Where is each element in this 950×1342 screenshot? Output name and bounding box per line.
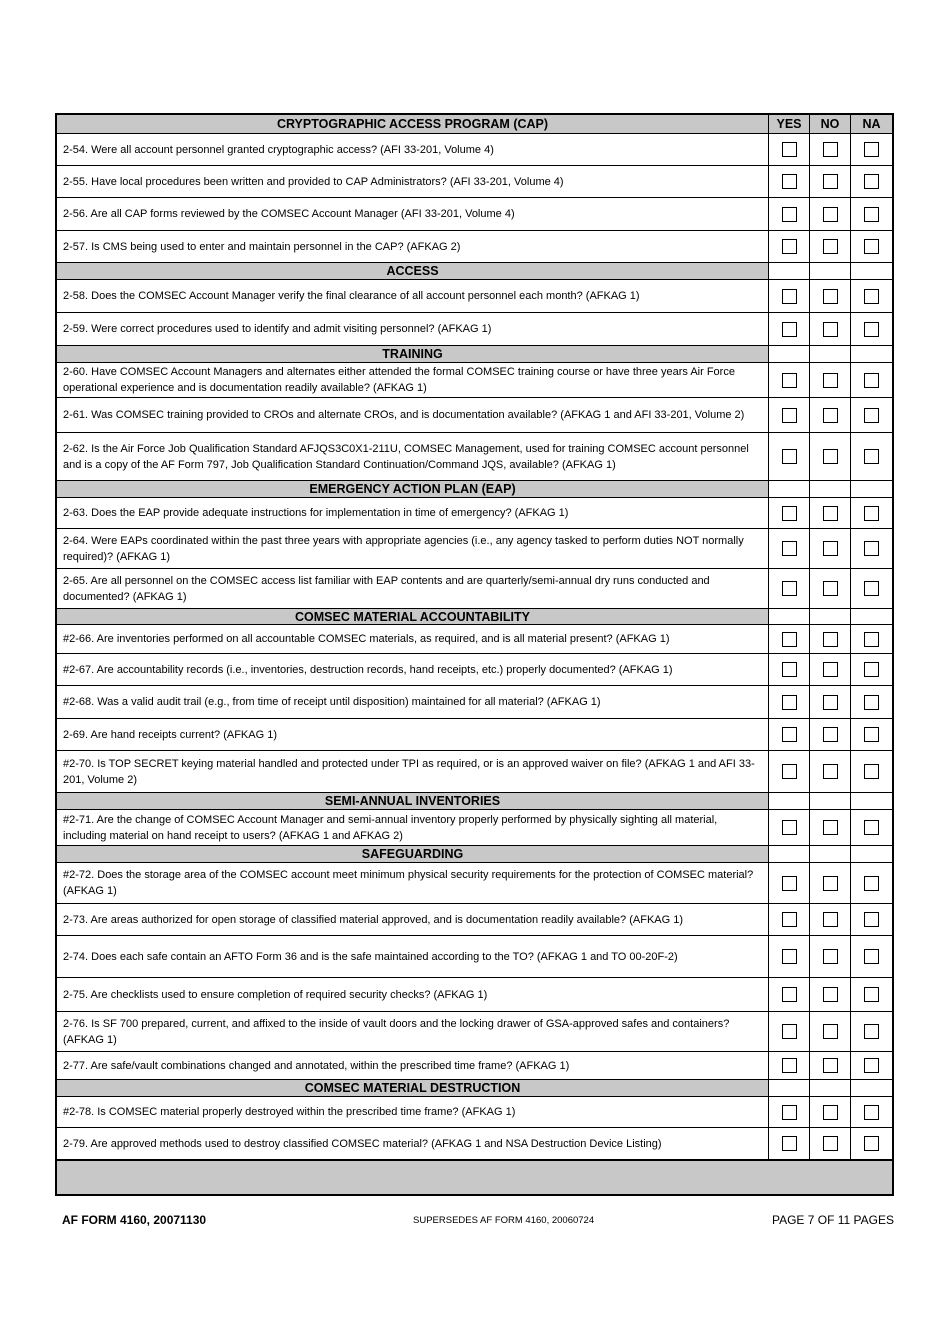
answer-cell-yes — [769, 134, 810, 165]
answer-cell-na — [851, 398, 892, 432]
no-checkbox[interactable] — [823, 987, 838, 1002]
answer-cell-no — [810, 198, 851, 230]
answer-cell-na — [851, 936, 892, 977]
answer-cell-na — [851, 719, 892, 750]
na-checkbox[interactable] — [864, 174, 879, 189]
header-cell — [769, 1080, 810, 1096]
header-cell — [769, 263, 810, 279]
yes-checkbox[interactable] — [782, 174, 797, 189]
form-footer — [62, 1213, 894, 1229]
section-title: COMSEC MATERIAL ACCOUNTABILITY — [57, 609, 769, 624]
answer-cell-na — [851, 198, 892, 230]
answer-cell-no — [810, 654, 851, 685]
checklist-row — [57, 1097, 892, 1128]
question-text: 2-55. Have local procedures been written and provided to CAP Administrators? (AFI 33-201, Volume 4) — [57, 166, 769, 197]
answer-cell-no — [810, 231, 851, 262]
no-checkbox[interactable] — [823, 912, 838, 927]
section-header — [57, 346, 892, 363]
question-text: 2-64. Were EAPs coordinated within the past three years with appropriate agencies (i.e., any agency tasked to perform duties NOT normally required)? (AFKAG 1) — [57, 529, 769, 568]
section-title: CRYPTOGRAPHIC ACCESS PROGRAM (CAP) — [57, 115, 769, 133]
checklist-row — [57, 398, 892, 433]
na-checkbox[interactable] — [864, 581, 879, 596]
yes-checkbox[interactable] — [782, 581, 797, 596]
no-checkbox[interactable] — [823, 727, 838, 742]
header-cell — [851, 263, 892, 279]
answer-cell-yes — [769, 978, 810, 1011]
header-cell — [851, 346, 892, 362]
section-header — [57, 1080, 892, 1097]
na-checkbox[interactable] — [864, 876, 879, 891]
checklist-form — [55, 113, 894, 1196]
answer-cell-no — [810, 569, 851, 608]
no-checkbox[interactable] — [823, 373, 838, 388]
answer-cell-no — [810, 363, 851, 397]
answer-cell-na — [851, 166, 892, 197]
question-text: 2-54. Were all account personnel granted cryptographic access? (AFI 33-201, Volume 4) — [57, 134, 769, 165]
checklist-row — [57, 280, 892, 313]
no-checkbox[interactable] — [823, 581, 838, 596]
answer-cell-na — [851, 498, 892, 528]
checklist-row — [57, 719, 892, 751]
question-text: 2-74. Does each safe contain an AFTO Form 36 and is the safe maintained according to the TO? (AFKAG 1 and TO 00-20F-2) — [57, 936, 769, 977]
yes-checkbox[interactable] — [782, 987, 797, 1002]
answer-cell-na — [851, 433, 892, 480]
answer-cell-no — [810, 134, 851, 165]
checklist-row — [57, 1052, 892, 1080]
checklist-row — [57, 433, 892, 481]
answer-cell-na — [851, 569, 892, 608]
answer-cell-na — [851, 1097, 892, 1127]
answer-cell-no — [810, 1128, 851, 1159]
na-checkbox[interactable] — [864, 322, 879, 337]
no-checkbox[interactable] — [823, 449, 838, 464]
answer-cell-na — [851, 751, 892, 792]
checklist-row — [57, 498, 892, 529]
answer-cell-yes — [769, 719, 810, 750]
answer-cell-yes — [769, 166, 810, 197]
checklist-row — [57, 363, 892, 398]
answer-cell-na — [851, 529, 892, 568]
yes-checkbox[interactable] — [782, 449, 797, 464]
checklist-row — [57, 1012, 892, 1052]
question-text: #2-78. Is COMSEC material properly destroyed within the prescribed time frame? (AFKAG 1) — [57, 1097, 769, 1127]
checklist-row — [57, 810, 892, 846]
answer-cell-yes — [769, 198, 810, 230]
yes-checkbox[interactable] — [782, 1058, 797, 1073]
yes-checkbox[interactable] — [782, 820, 797, 835]
question-text: #2-72. Does the storage area of the COMSEC account meet minimum physical security requirements for the protection of COMSEC material? (AFKAG 1) — [57, 863, 769, 903]
checklist-row — [57, 1128, 892, 1160]
answer-cell-na — [851, 134, 892, 165]
question-text: 2-79. Are approved methods used to destroy classified COMSEC material? (AFKAG 1 and NSA Destruction Device Listing) — [57, 1128, 769, 1159]
na-checkbox[interactable] — [864, 239, 879, 254]
answer-cell-yes — [769, 1052, 810, 1079]
answer-cell-na — [851, 625, 892, 653]
yes-checkbox[interactable] — [782, 408, 797, 423]
na-checkbox[interactable] — [864, 820, 879, 835]
checklist-row — [57, 686, 892, 719]
answer-cell-no — [810, 313, 851, 345]
checklist-row — [57, 751, 892, 793]
question-text: 2-63. Does the EAP provide adequate instructions for implementation in time of emergency? (AFKAG 1) — [57, 498, 769, 528]
question-text: #2-67. Are accountability records (i.e., inventories, destruction records, hand receipts, etc.) properly documented? (AFKAG 1) — [57, 654, 769, 685]
yes-checkbox[interactable] — [782, 695, 797, 710]
na-checkbox[interactable] — [864, 1105, 879, 1120]
na-checkbox[interactable] — [864, 1058, 879, 1073]
yes-checkbox[interactable] — [782, 1136, 797, 1151]
na-checkbox[interactable] — [864, 764, 879, 779]
no-checkbox[interactable] — [823, 142, 838, 157]
question-text: 2-73. Are areas authorized for open storage of classified material approved, and is documentation readily available? (AFKAG 1) — [57, 904, 769, 935]
question-text: #2-66. Are inventories performed on all accountable COMSEC materials, as required, and is all material present? (AFKAG 1) — [57, 625, 769, 653]
answer-cell-yes — [769, 1012, 810, 1051]
na-checkbox[interactable] — [864, 662, 879, 677]
answer-cell-na — [851, 978, 892, 1011]
na-checkbox[interactable] — [864, 949, 879, 964]
no-checkbox[interactable] — [823, 1024, 838, 1039]
checklist-row — [57, 198, 892, 231]
answer-cell-yes — [769, 654, 810, 685]
checklist-row — [57, 904, 892, 936]
question-text: 2-60. Have COMSEC Account Managers and alternates either attended the formal COMSEC training course or have three years Air Force operational experience and is documentation readily available? (AFKAG 1) — [57, 363, 769, 397]
section-header — [57, 609, 892, 625]
na-checkbox[interactable] — [864, 1024, 879, 1039]
yes-checkbox[interactable] — [782, 541, 797, 556]
no-checkbox[interactable] — [823, 695, 838, 710]
header-cell — [851, 793, 892, 809]
answer-cell-na — [851, 280, 892, 312]
answer-cell-no — [810, 398, 851, 432]
section-header — [57, 793, 892, 810]
yes-checkbox[interactable] — [782, 912, 797, 927]
checklist-row — [57, 313, 892, 346]
section-title: SEMI-ANNUAL INVENTORIES — [57, 793, 769, 809]
yes-checkbox[interactable] — [782, 373, 797, 388]
yes-checkbox[interactable] — [782, 949, 797, 964]
answer-cell-yes — [769, 686, 810, 718]
answer-cell-na — [851, 1128, 892, 1159]
header-cell — [769, 609, 810, 624]
question-text: 2-59. Were correct procedures used to identify and admit visiting personnel? (AFKAG 1) — [57, 313, 769, 345]
answer-cell-yes — [769, 936, 810, 977]
answer-cell-yes — [769, 810, 810, 845]
na-checkbox[interactable] — [864, 912, 879, 927]
checklist-row — [57, 166, 892, 198]
answer-cell-yes — [769, 433, 810, 480]
checklist-row — [57, 134, 892, 166]
answer-cell-no — [810, 751, 851, 792]
na-checkbox[interactable] — [864, 987, 879, 1002]
answer-cell-no — [810, 280, 851, 312]
yes-checkbox[interactable] — [782, 506, 797, 521]
yes-checkbox[interactable] — [782, 239, 797, 254]
answer-cell-yes — [769, 569, 810, 608]
header-cell — [851, 481, 892, 497]
question-text: 2-62. Is the Air Force Job Qualification Standard AFJQS3C0X1-211U, COMSEC Management, used for training COMSEC account personnel and is a copy of the AF Form 797, Job Qualification Standard Continuation/Command JQS, available? (AFKAG 1) — [57, 433, 769, 480]
checklist-row — [57, 863, 892, 904]
no-checkbox[interactable] — [823, 289, 838, 304]
header-cell — [769, 346, 810, 362]
answer-cell-na — [851, 686, 892, 718]
answer-cell-yes — [769, 751, 810, 792]
header-cell — [810, 609, 851, 624]
yes-checkbox[interactable] — [782, 632, 797, 647]
no-checkbox[interactable] — [823, 207, 838, 222]
header-cell — [810, 346, 851, 362]
answer-cell-no — [810, 166, 851, 197]
no-checkbox[interactable] — [823, 322, 838, 337]
answer-cell-no — [810, 978, 851, 1011]
answer-cell-yes — [769, 1128, 810, 1159]
no-checkbox[interactable] — [823, 1136, 838, 1151]
section-title: TRAINING — [57, 346, 769, 362]
question-text: 2-56. Are all CAP forms reviewed by the COMSEC Account Manager (AFI 33-201, Volume 4) — [57, 198, 769, 230]
section-header — [57, 115, 892, 134]
question-text: #2-70. Is TOP SECRET keying material handled and protected under TPI as required, or is an approved waiver on file? (AFKAG 1 and AFI 33-201, Volume 2) — [57, 751, 769, 792]
na-checkbox[interactable] — [864, 695, 879, 710]
answer-cell-yes — [769, 280, 810, 312]
checklist-row — [57, 936, 892, 978]
no-checkbox[interactable] — [823, 632, 838, 647]
question-text: 2-76. Is SF 700 prepared, current, and affixed to the inside of vault doors and the locking drawer of GSA-approved safes and containers? (AFKAG 1) — [57, 1012, 769, 1051]
answer-cell-na — [851, 231, 892, 262]
header-cell — [851, 846, 892, 862]
answer-cell-yes — [769, 313, 810, 345]
yes-checkbox[interactable] — [782, 322, 797, 337]
checklist-row — [57, 978, 892, 1012]
answer-cell-na — [851, 313, 892, 345]
no-checkbox[interactable] — [823, 949, 838, 964]
section-title: COMSEC MATERIAL DESTRUCTION — [57, 1080, 769, 1096]
answer-cell-na — [851, 863, 892, 903]
na-checkbox[interactable] — [864, 289, 879, 304]
na-checkbox[interactable] — [864, 541, 879, 556]
section-title: ACCESS — [57, 263, 769, 279]
no-checkbox[interactable] — [823, 820, 838, 835]
answer-cell-no — [810, 1012, 851, 1051]
answer-cell-no — [810, 810, 851, 845]
no-checkbox[interactable] — [823, 239, 838, 254]
no-checkbox[interactable] — [823, 876, 838, 891]
yes-checkbox[interactable] — [782, 662, 797, 677]
supersedes-note: SUPERSEDES AF FORM 4160, 20060724 — [413, 1215, 595, 1226]
checklist-row — [57, 625, 892, 654]
na-checkbox[interactable] — [864, 727, 879, 742]
na-checkbox[interactable] — [864, 506, 879, 521]
yes-checkbox[interactable] — [782, 1024, 797, 1039]
header-cell — [769, 481, 810, 497]
answer-cell-na — [851, 904, 892, 935]
section-header — [57, 846, 892, 863]
no-checkbox[interactable] — [823, 1105, 838, 1120]
yes-checkbox[interactable] — [782, 289, 797, 304]
question-text: #2-68. Was a valid audit trail (e.g., from time of receipt until disposition) maintained for all material? (AFKAG 1) — [57, 686, 769, 718]
answer-cell-no — [810, 433, 851, 480]
header-cell — [810, 793, 851, 809]
column-header-no: NO — [810, 115, 851, 133]
no-checkbox[interactable] — [823, 408, 838, 423]
answer-cell-yes — [769, 363, 810, 397]
no-checkbox[interactable] — [823, 1058, 838, 1073]
no-checkbox[interactable] — [823, 662, 838, 677]
question-text: 2-69. Are hand receipts current? (AFKAG 1) — [57, 719, 769, 750]
question-text: 2-77. Are safe/vault combinations changed and annotated, within the prescribed time frame? (AFKAG 1) — [57, 1052, 769, 1079]
column-header-yes: YES — [769, 115, 810, 133]
question-text: 2-65. Are all personnel on the COMSEC access list familiar with EAP contents and are quarterly/semi-annual dry runs conducted and documented? (AFKAG 1) — [57, 569, 769, 608]
section-header — [57, 481, 892, 498]
answer-cell-na — [851, 1052, 892, 1079]
answer-cell-no — [810, 863, 851, 903]
form-id: AF FORM 4160, 20071130 — [62, 1213, 207, 1227]
page-number: PAGE 7 OF 11 PAGES — [771, 1213, 894, 1227]
no-checkbox[interactable] — [823, 174, 838, 189]
question-text: 2-61. Was COMSEC training provided to CROs and alternate CROs, and is documentation available? (AFKAG 1 and AFI 33-201, Volume 2) — [57, 398, 769, 432]
answer-cell-yes — [769, 1097, 810, 1127]
na-checkbox[interactable] — [864, 632, 879, 647]
answer-cell-no — [810, 904, 851, 935]
answer-cell-yes — [769, 398, 810, 432]
answer-cell-yes — [769, 529, 810, 568]
checklist-row — [57, 231, 892, 263]
section-title: EMERGENCY ACTION PLAN (EAP) — [57, 481, 769, 497]
question-text: 2-58. Does the COMSEC Account Manager verify the final clearance of all account personnel each month? (AFKAG 1) — [57, 280, 769, 312]
answer-cell-na — [851, 1012, 892, 1051]
checklist-row — [57, 529, 892, 569]
yes-checkbox[interactable] — [782, 142, 797, 157]
header-cell — [810, 1080, 851, 1096]
answer-cell-yes — [769, 625, 810, 653]
na-checkbox[interactable] — [864, 373, 879, 388]
no-checkbox[interactable] — [823, 506, 838, 521]
header-cell — [810, 481, 851, 497]
answer-cell-na — [851, 810, 892, 845]
na-checkbox[interactable] — [864, 449, 879, 464]
answer-cell-yes — [769, 231, 810, 262]
section-header — [57, 263, 892, 280]
header-cell — [851, 609, 892, 624]
yes-checkbox[interactable] — [782, 764, 797, 779]
section-title: SAFEGUARDING — [57, 846, 769, 862]
answer-cell-no — [810, 936, 851, 977]
header-cell — [769, 793, 810, 809]
question-text: 2-57. Is CMS being used to enter and maintain personnel in the CAP? (AFKAG 2) — [57, 231, 769, 262]
answer-cell-yes — [769, 904, 810, 935]
answer-cell-no — [810, 625, 851, 653]
na-checkbox[interactable] — [864, 142, 879, 157]
answer-cell-na — [851, 654, 892, 685]
answer-cell-yes — [769, 498, 810, 528]
answer-cell-no — [810, 1097, 851, 1127]
answer-cell-no — [810, 686, 851, 718]
answer-cell-no — [810, 529, 851, 568]
question-text: 2-75. Are checklists used to ensure completion of required security checks? (AFKAG 1) — [57, 978, 769, 1011]
yes-checkbox[interactable] — [782, 207, 797, 222]
column-header-na: NA — [851, 115, 892, 133]
na-checkbox[interactable] — [864, 408, 879, 423]
na-checkbox[interactable] — [864, 1136, 879, 1151]
form-bottom-band — [57, 1160, 892, 1194]
yes-checkbox[interactable] — [782, 727, 797, 742]
header-cell — [810, 846, 851, 862]
answer-cell-no — [810, 719, 851, 750]
answer-cell-na — [851, 363, 892, 397]
header-cell — [851, 1080, 892, 1096]
yes-checkbox[interactable] — [782, 876, 797, 891]
header-cell — [810, 263, 851, 279]
question-text: #2-71. Are the change of COMSEC Account Manager and semi-annual inventory properly performed by physically sighting all material, including material on hand receipt to users? (AFKAG 1 and AFKAG 2) — [57, 810, 769, 845]
no-checkbox[interactable] — [823, 764, 838, 779]
no-checkbox[interactable] — [823, 541, 838, 556]
header-cell — [769, 846, 810, 862]
answer-cell-no — [810, 498, 851, 528]
answer-cell-no — [810, 1052, 851, 1079]
yes-checkbox[interactable] — [782, 1105, 797, 1120]
answer-cell-yes — [769, 863, 810, 903]
checklist-row — [57, 654, 892, 686]
checklist-row — [57, 569, 892, 609]
na-checkbox[interactable] — [864, 207, 879, 222]
